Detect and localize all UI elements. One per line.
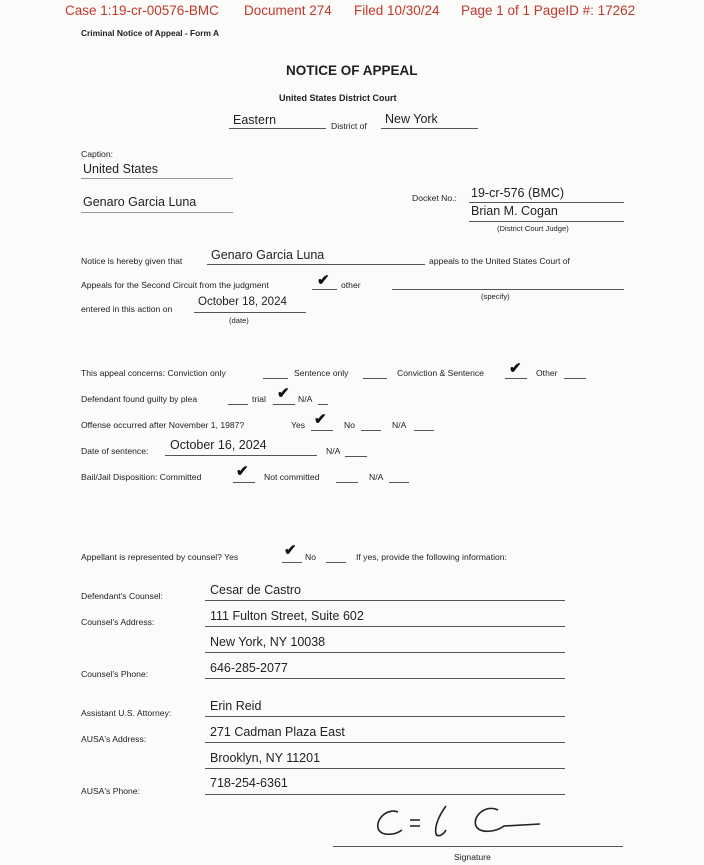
- offense-label: Offense occurred after November 1, 1987?: [81, 420, 245, 430]
- plaintiff-line: [81, 178, 233, 179]
- counsel-no-box[interactable]: [326, 562, 346, 563]
- form-label: Criminal Notice of Appeal - Form A: [81, 28, 220, 38]
- offense-na-label: N/A: [392, 420, 407, 430]
- counsel-yes-box[interactable]: [282, 562, 302, 563]
- counsel-phone-label: Counsel's Phone:: [81, 669, 149, 679]
- sentence-only-label: Sentence only: [294, 368, 349, 378]
- ausa-value: Erin Reid: [210, 699, 262, 713]
- case-number: Case 1:19-cr-00576-BMC: [65, 3, 219, 18]
- judgment-check-icon: ✔: [317, 272, 330, 289]
- state-value: New York: [385, 112, 438, 126]
- signature-scribble-icon: [370, 800, 560, 845]
- defendant-counsel-line: [205, 600, 565, 601]
- offense-yes-label: Yes: [291, 420, 306, 430]
- trial-check-icon: ✔: [277, 385, 290, 402]
- counsel-phone: 646-285-2077: [210, 661, 288, 675]
- offense-no-label: No: [344, 420, 355, 430]
- offense-no-box[interactable]: [361, 430, 381, 431]
- sentence-date-label: Date of sentence:: [81, 446, 149, 456]
- bail-na-box[interactable]: [389, 482, 409, 483]
- counsel-address2: New York, NY 10038: [210, 635, 326, 649]
- appellant-line: [207, 264, 425, 265]
- ausa-phone: 718-254-6361: [210, 776, 288, 790]
- trial-box[interactable]: [273, 404, 295, 405]
- plaintiff-name: United States: [83, 162, 159, 176]
- notice-given-text: Notice is hereby given that: [81, 256, 183, 266]
- offense-na-box[interactable]: [414, 430, 434, 431]
- other-box[interactable]: [564, 378, 586, 379]
- conviction-sentence-box[interactable]: [505, 378, 527, 379]
- conviction-sentence-label: Conviction & Sentence: [397, 368, 484, 378]
- committed-check-icon: ✔: [236, 463, 249, 480]
- ausa-address2: Brooklyn, NY 11201: [210, 751, 321, 765]
- defendant-line: [81, 212, 233, 213]
- filed-date: Filed 10/30/24: [354, 3, 440, 18]
- judge-label: (District Court Judge): [497, 224, 569, 233]
- document-number: Document 274: [244, 3, 332, 18]
- district-label: District of: [331, 121, 367, 131]
- page-id: Page 1 of 1 PageID #: 17262: [461, 3, 636, 18]
- counsel-info-text: If yes, provide the following information:: [356, 552, 507, 562]
- docket-value: 19-cr-576 (BMC): [471, 186, 565, 200]
- signature-label: Signature: [454, 852, 491, 862]
- not-committed-box[interactable]: [336, 482, 358, 483]
- ausa-line: [205, 716, 565, 717]
- sentence-date-line: [165, 455, 317, 456]
- judge-line: [469, 221, 624, 222]
- counsel-address2-line: [205, 652, 565, 653]
- judge-value: Brian M. Cogan: [471, 204, 558, 218]
- sentence-na-label: N/A: [326, 446, 341, 456]
- district-value: Eastern: [233, 113, 277, 127]
- defendant-counsel-value: Cesar de Castro: [210, 583, 302, 597]
- ausa-address2-line: [205, 768, 565, 769]
- notice-entered-text: entered in this action on: [81, 304, 173, 314]
- counsel-question-label: Appellant is represented by counsel? Yes: [81, 552, 239, 562]
- offense-yes-box[interactable]: [311, 430, 333, 431]
- specify-label: (specify): [481, 292, 510, 301]
- ausa-address-label: AUSA's Address:: [81, 734, 147, 744]
- guilty-na-box[interactable]: [318, 404, 328, 405]
- other-label: Other: [536, 368, 558, 378]
- counsel-yes-check-icon: ✔: [284, 542, 297, 559]
- offense-yes-check-icon: ✔: [314, 411, 327, 428]
- found-guilty-label: Defendant found guilty by plea: [81, 394, 198, 404]
- signature-line: [333, 846, 623, 847]
- other-line: [392, 289, 624, 290]
- defendant-name: Genaro Garcia Luna: [83, 195, 197, 209]
- date-label: (date): [229, 316, 249, 325]
- ausa-phone-line: [205, 794, 565, 795]
- not-committed-label: Not committed: [264, 472, 320, 482]
- court-name: United States District Court: [279, 93, 397, 103]
- entered-date: October 18, 2024: [198, 296, 287, 308]
- sentence-na-box[interactable]: [345, 456, 367, 457]
- counsel-no-label: No: [305, 552, 316, 562]
- appeal-concerns-label: This appeal concerns: Conviction only: [81, 368, 226, 378]
- counsel-phone-line: [205, 678, 565, 679]
- sentence-date-value: October 16, 2024: [170, 438, 267, 452]
- bail-label: Bail/Jail Disposition: Committed: [81, 472, 202, 482]
- guilty-na-label: N/A: [298, 394, 313, 404]
- ausa-label: Assistant U.S. Attorney:: [81, 708, 172, 718]
- conviction-only-box[interactable]: [263, 378, 288, 379]
- ausa-phone-label: AUSA's Phone:: [81, 786, 140, 796]
- ausa-address1-line: [205, 742, 565, 743]
- notice-appeals-text: appeals to the United States Court of: [429, 256, 570, 266]
- page-title: NOTICE OF APPEAL: [286, 63, 418, 78]
- counsel-address1: 111 Fulton Street, Suite 602: [210, 609, 364, 623]
- notice-other-text: other: [341, 280, 361, 290]
- district-line: [229, 128, 326, 129]
- conviction-sentence-check-icon: ✔: [509, 360, 522, 377]
- caption-label: Caption:: [81, 149, 114, 159]
- ausa-address1: 271 Cadman Plaza East: [210, 725, 345, 739]
- docket-line: [469, 202, 624, 203]
- docket-label: Docket No.:: [412, 193, 457, 203]
- counsel-address-label: Counsel's Address:: [81, 617, 155, 627]
- bail-na-label: N/A: [369, 472, 384, 482]
- defendant-counsel-label: Defendant's Counsel:: [81, 591, 163, 601]
- trial-label: trial: [252, 394, 266, 404]
- committed-box[interactable]: [233, 482, 255, 483]
- appellant-name: Genaro Garcia Luna: [211, 248, 325, 262]
- plea-box[interactable]: [228, 404, 248, 405]
- notice-circuit-text: Appeals for the Second Circuit from the judgment: [81, 280, 269, 290]
- judgment-box: [312, 289, 337, 290]
- entered-date-line: [194, 312, 306, 313]
- counsel-address1-line: [205, 626, 565, 627]
- state-line: [381, 128, 478, 129]
- sentence-only-box[interactable]: [363, 378, 387, 379]
